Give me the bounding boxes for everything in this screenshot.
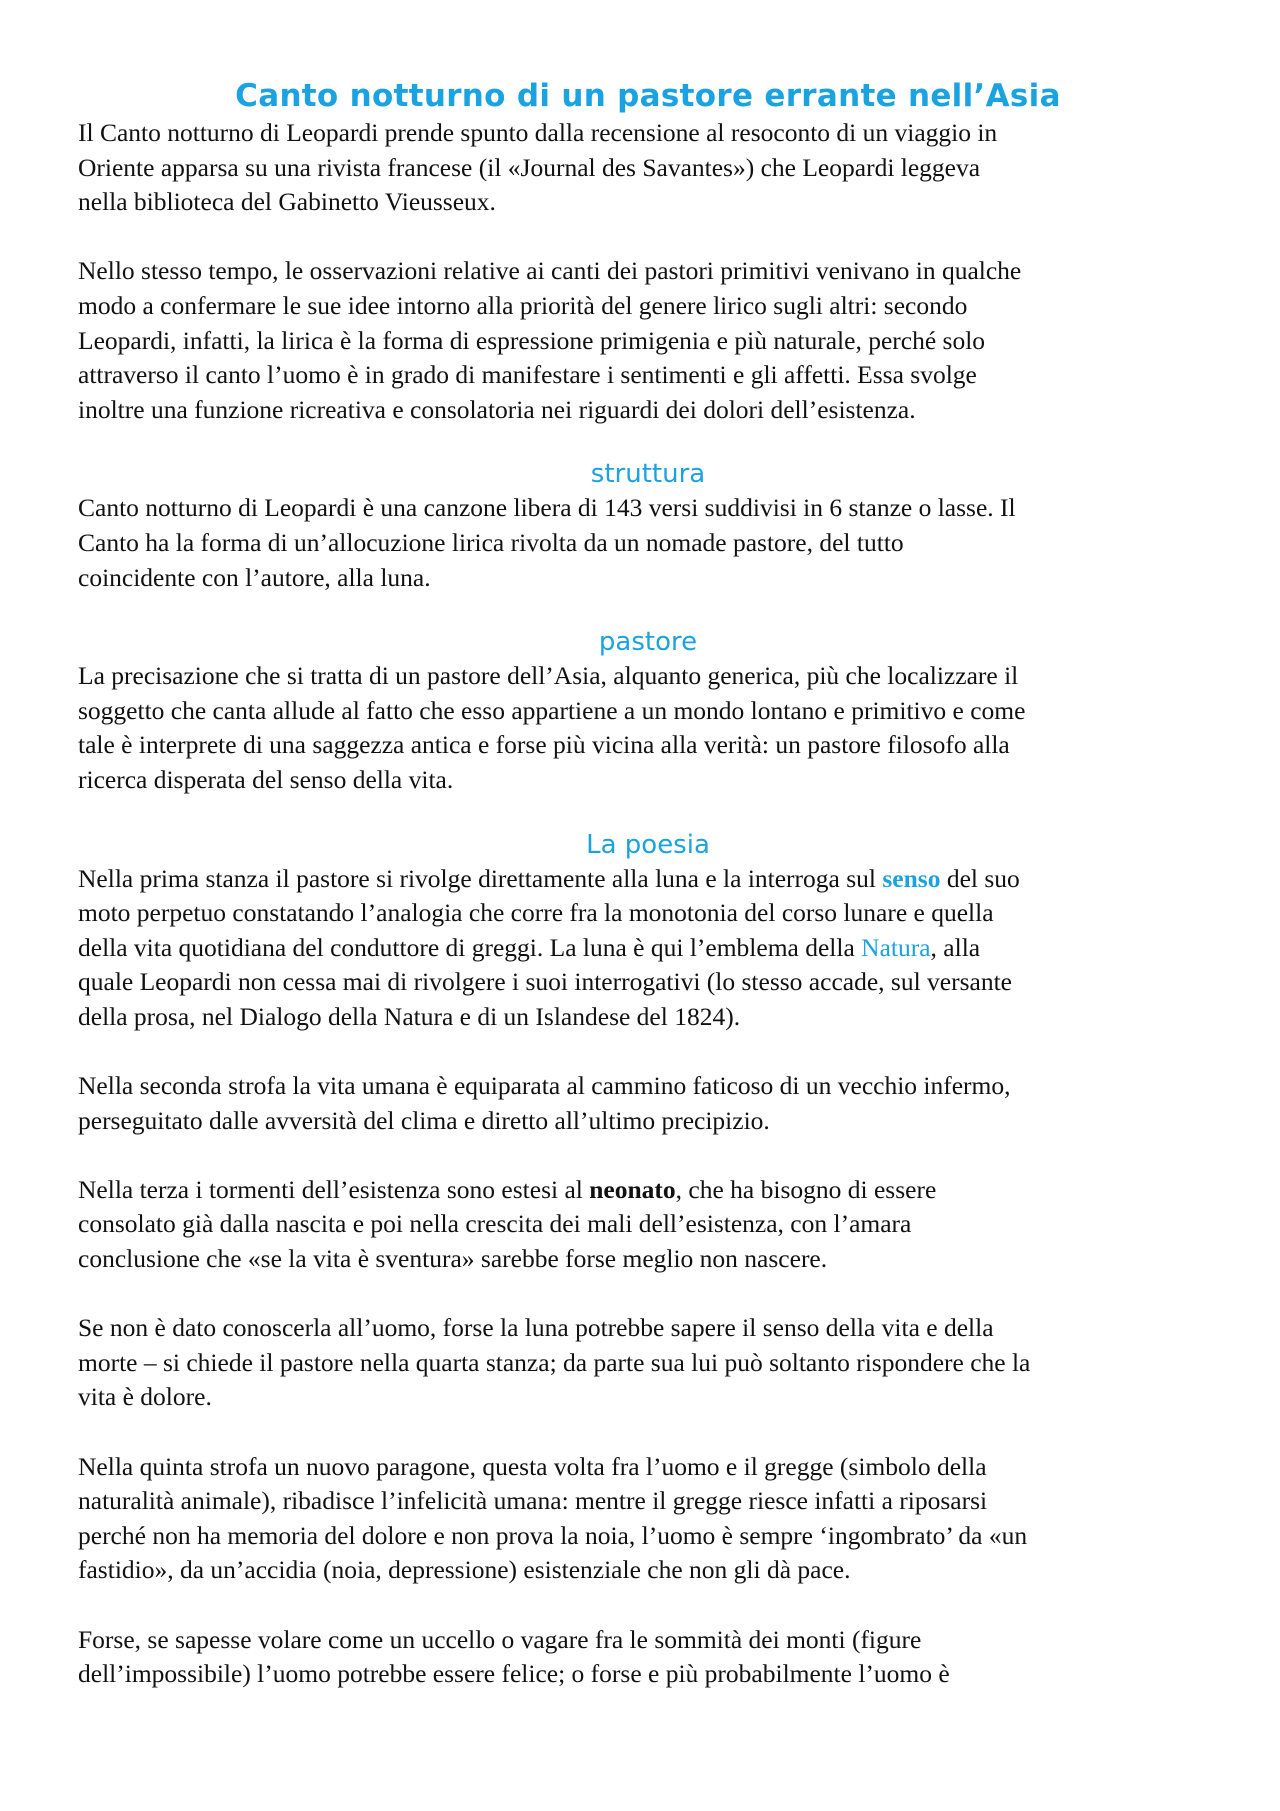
- poesia-p3-text-a: Nella terza i tormenti dell’esistenza sono estesi al: [78, 1174, 590, 1204]
- poesia-p1-text-a: Nella prima stanza il pastore si rivolge direttamente alla luna e la interroga sul: [78, 863, 883, 893]
- poesia-p1-text-c: , alla quale Leopardi non cessa mai di rivolgere i suoi interrogativi (lo stesso accade, sul versante della prosa, nel Dialogo della Natura e di un Islandese del 1824).: [78, 932, 1012, 1031]
- keyword-senso: senso: [882, 863, 941, 893]
- intro-paragraph-2: Nello stesso tempo, le osservazioni relative ai canti dei pastori primitivi venivano in qualche modo a confermare le sue idee intorno alla priorità del genere lirico sugli altri: secondo Leopardi, infatti, la lirica è la forma di espressione primigenia e più naturale, perché solo attraverso il canto l’uomo è in grado di manifestare i sentimenti e gli affetti. Essa svolge inoltre una funzione ricreativa e consolatoria nei riguardi dei dolori dell’esistenza.: [78, 256, 1022, 424]
- poesia-p3-text-b: , che ha bisogno di essere consolato già dalla nascita e poi nella crescita dei mali dell’esistenza, con l’amara conclusione che «se la vita è sventura» sarebbe forse meglio non nascere.: [78, 1174, 937, 1274]
- document-page: [78, 76, 1218, 1726]
- section-heading-struttura: struttura: [590, 459, 706, 490]
- poesia-paragraph-6: Forse, se sapesse volare come un uccello o vagare fra le sommità dei monti (figure dell’impossibile) l’uomo potrebbe essere felice; o forse e più probabilmente l’uomo è: [78, 1624, 950, 1689]
- page-title: Canto notturno di un pastore errante nell’Asia: [235, 78, 1061, 114]
- keyword-neonato: neonato: [589, 1174, 676, 1204]
- poesia-paragraph-2: Nella seconda strofa la vita umana è equiparata al cammino faticoso di un vecchio infermo, perseguitato dalle avversità del clima e diretto all’ultimo precipizio.: [78, 1071, 1011, 1135]
- pastore-paragraph: La precisazione che si tratta di un pastore dell’Asia, alquanto generica, più che localizzare il soggetto che canta allude al fatto che esso appartiene a un mondo lontano e primitivo e come tale è interprete di una saggezza antica e forse più vicina alla verità: un pastore filosofo alla ricerca disperata del senso della vita.: [78, 661, 1026, 794]
- keyword-natura: Natura: [861, 932, 931, 962]
- poesia-p1-text-b: del suo moto perpetuo constatando l’analogia che corre fra la monotonia del corso lunare e quella della vita quotidiana del conduttore di greggi. La luna è qui l’emblema della: [78, 863, 1020, 962]
- poesia-paragraph-3: [78, 1173, 1218, 1277]
- intro-paragraph-1: Il Canto notturno di Leopardi prende spunto dalla recensione al resoconto di un viaggio in Oriente apparsa su una rivista francese (il «Journal des Savantes») che Leopardi leggeva nella biblioteca del Gabinetto Vieusseux.: [78, 118, 998, 217]
- section-heading-pastore: pastore: [598, 627, 698, 658]
- section-heading-poesia: La poesia: [586, 829, 710, 860]
- poesia-paragraph-1: [78, 862, 1218, 1035]
- struttura-paragraph: Canto notturno di Leopardi è una canzone libera di 143 versi suddivisi in 6 stanze o lasse. Il Canto ha la forma di un’allocuzione lirica rivolta da un nomade pastore, del tutto coincidente con l’autore, alla luna.: [78, 493, 1016, 592]
- poesia-paragraph-4: Se non è dato conoscerla all’uomo, forse la luna potrebbe sapere il senso della vita e della morte – si chiede il pastore nella quarta stanza; da parte sua lui può soltanto rispondere che la vita è dolore.: [78, 1313, 1031, 1412]
- poesia-paragraph-5: Nella quinta strofa un nuovo paragone, questa volta fra l’uomo e il gregge (simbolo della naturalità animale), ribadisce l’infelicità umana: mentre il gregge riesce infatti a riposarsi perché non ha memoria del dolore e non prova la noia, l’uomo è sempre ‘ingombrato’ da «un fastidio», da un’accidia (noia, depressione) esistenziale che non gli dà pace.: [78, 1451, 1028, 1585]
